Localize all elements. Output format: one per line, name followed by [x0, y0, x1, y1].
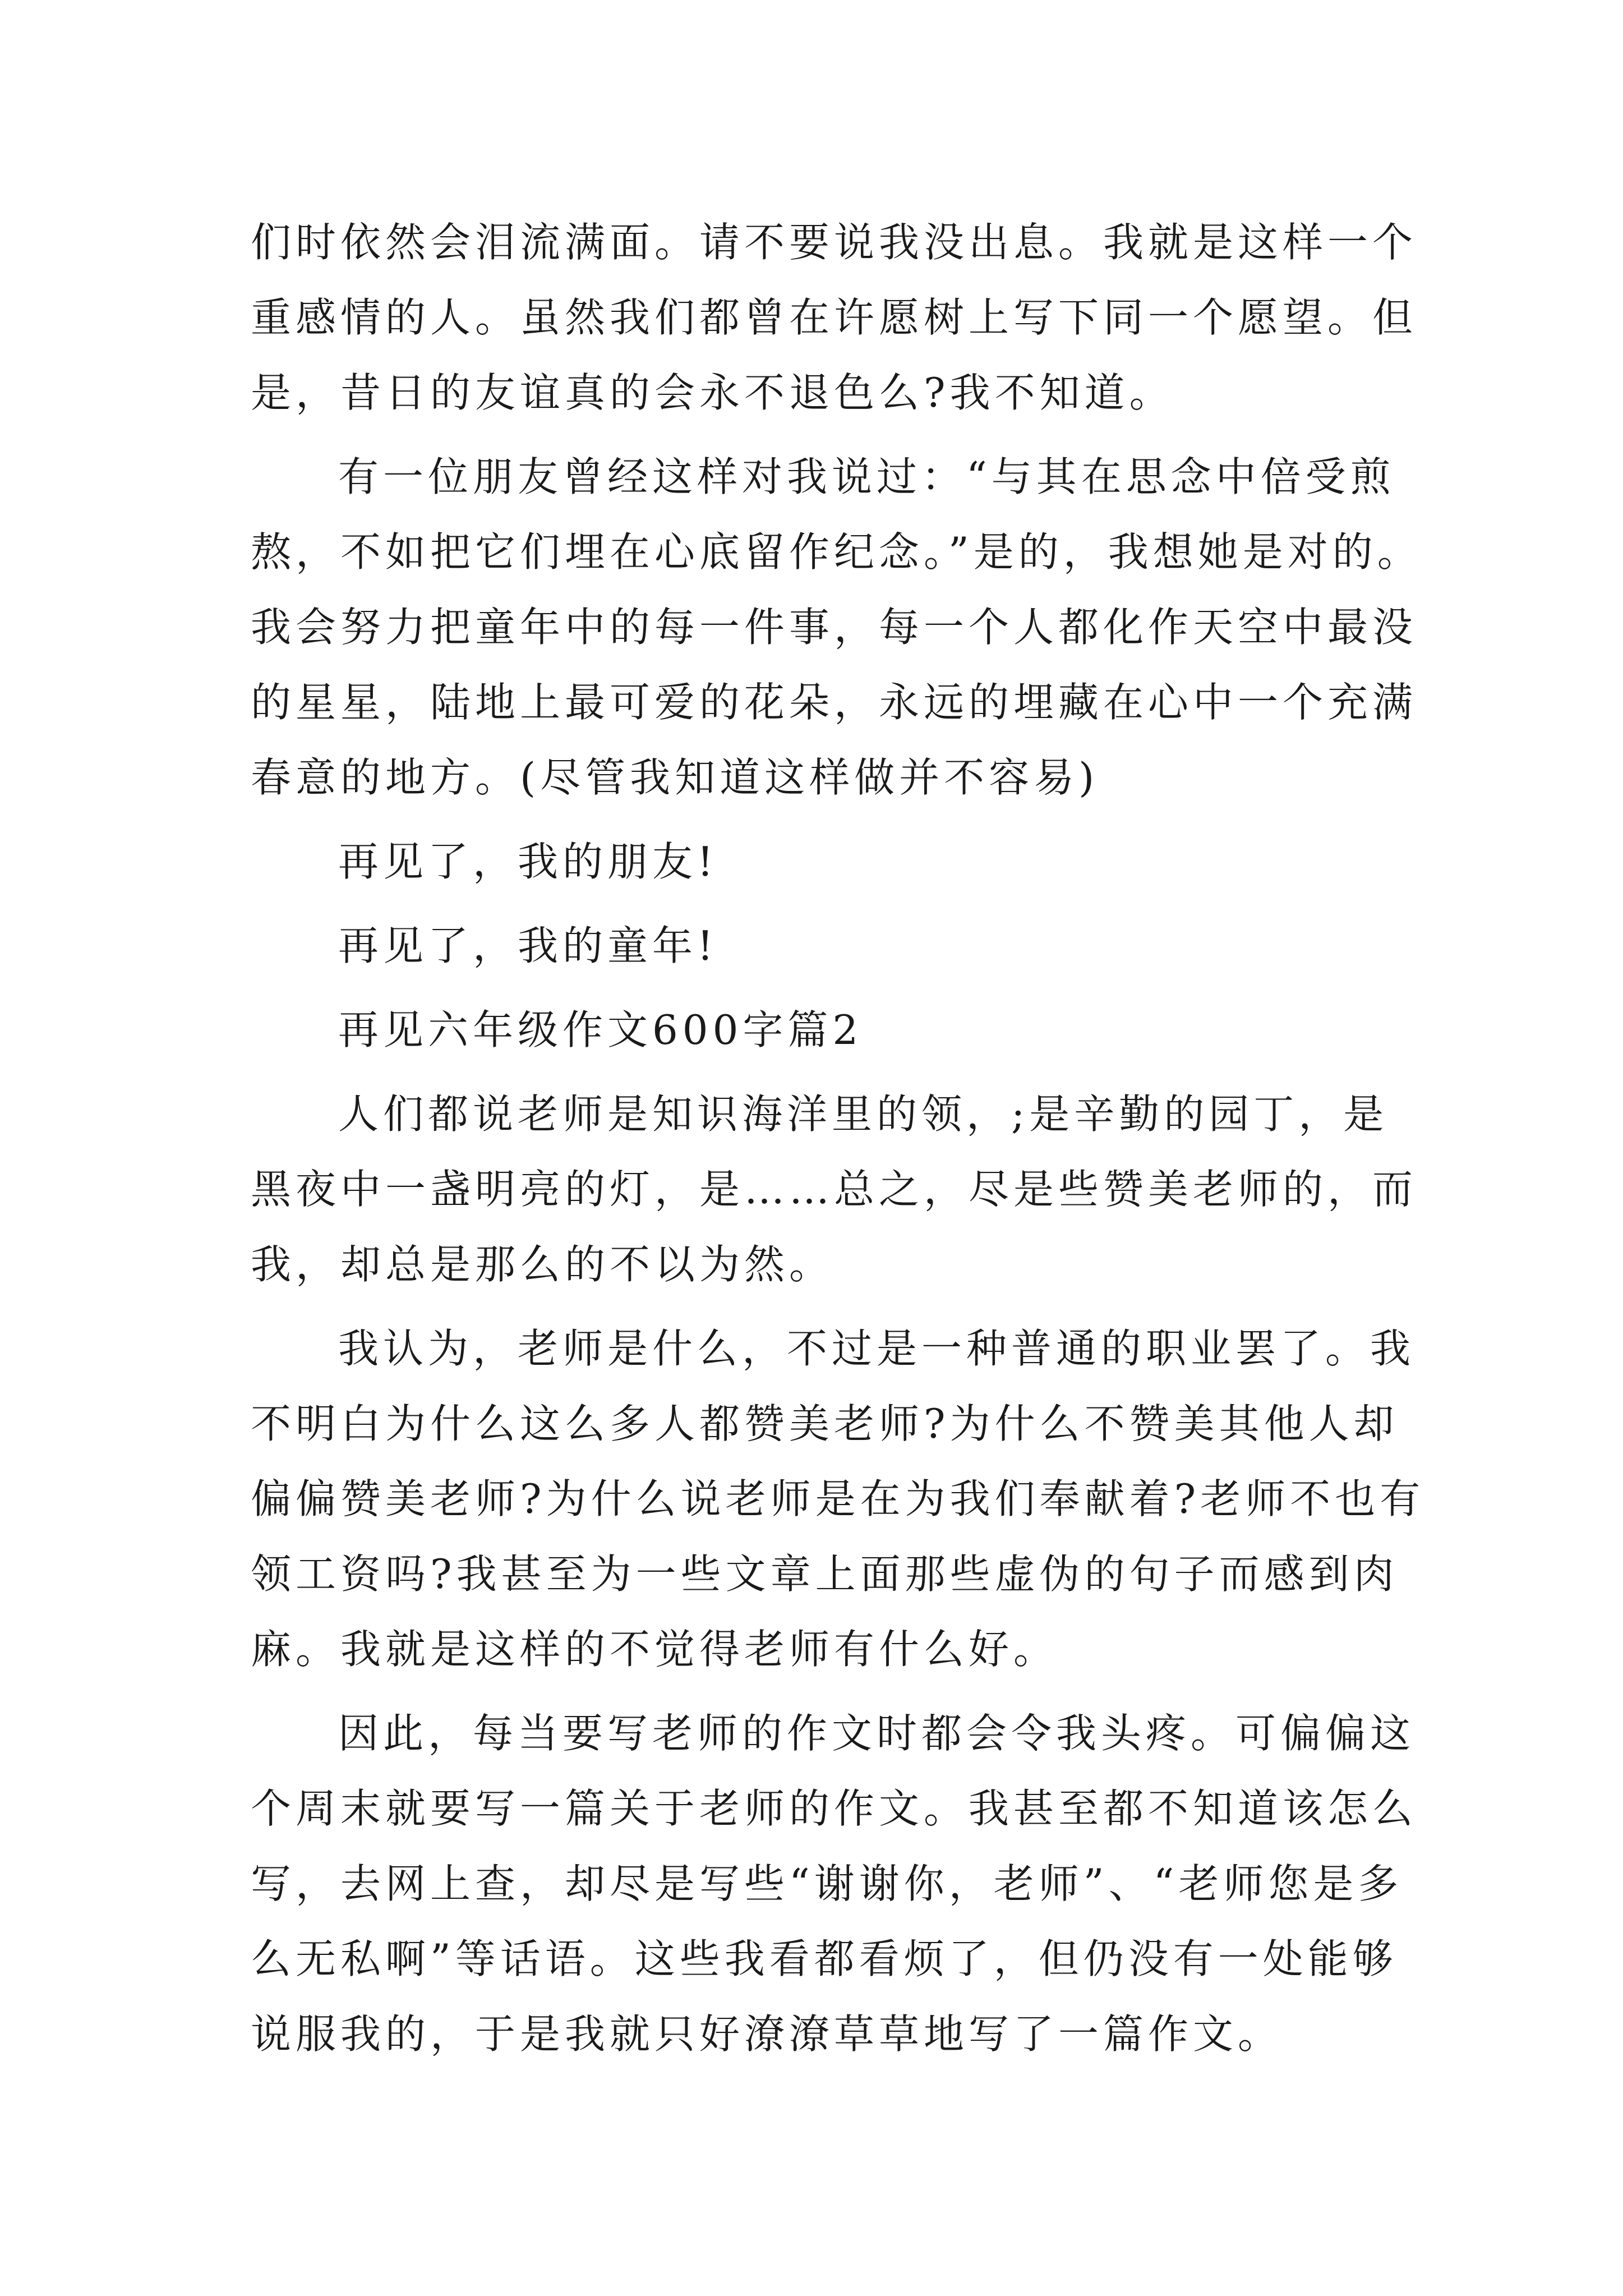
paragraph-first-line: 再见了，我的朋友! — [338, 838, 718, 885]
text-line: 的星星，陆地上最可爱的花朵，永远的埋藏在心中一个充满 — [251, 679, 1418, 726]
text-line: 个周末就要写一篇关于老师的作文。我甚至都不知道该怎么 — [251, 1785, 1418, 1832]
paragraph-first-line: 因此，每当要写老师的作文时都会令我头疼。可偏偏这 — [338, 1710, 1415, 1757]
text-line: 们时依然会泪流满面。请不要说我没出息。我就是这样一个 — [251, 219, 1418, 266]
text-line: 重感情的人。虽然我们都曾在许愿树上写下同一个愿望。但 — [251, 294, 1418, 341]
text-line: 春意的地方。(尽管我知道这样做并不容易) — [251, 754, 1099, 801]
text-line: 么无私啊”等话语。这些我看都看烦了，但仍没有一处能够 — [251, 1935, 1398, 1982]
text-line: 我会努力把童年中的每一件事，每一个人都化作天空中最没 — [251, 604, 1418, 651]
text-line: 领工资吗?我甚至为一些文章上面那些虚伪的句子而感到肉 — [251, 1550, 1399, 1598]
text-line: 黑夜中一盏明亮的灯，是……总之，尽是些赞美老师的，而 — [251, 1166, 1418, 1213]
section-heading: 再见六年级作文600字篇2 — [338, 1006, 863, 1053]
text-line: 我，却总是那么的不以为然。 — [251, 1241, 834, 1288]
paragraph-first-line: 人们都说老师是知识海洋里的领，;是辛勤的园丁，是 — [338, 1091, 1389, 1138]
paragraph-first-line: 有一位朋友曾经这样对我说过：“与其在思念中倍受煎 — [338, 453, 1395, 500]
paragraph-first-line: 我认为，老师是什么，不过是一种普通的职业罢了。我 — [338, 1325, 1415, 1372]
text-line: 熬，不如把它们埋在心底留作纪念。”是的，我想她是对的。 — [251, 528, 1422, 576]
paragraph-first-line: 再见了，我的童年! — [338, 922, 718, 969]
text-line: 不明白为什么这么多人都赞美老师?为什么不赞美其他人却 — [251, 1400, 1399, 1447]
text-line: 写，去网上查，却尽是写些“谢谢你，老师”、“老师您是多 — [251, 1860, 1403, 1907]
text-line: 说服我的，于是我就只好潦潦草草地写了一篇作文。 — [251, 2010, 1283, 2058]
text-line: 麻。我就是这样的不觉得老师有什么好。 — [251, 1626, 1059, 1673]
text-line: 是，昔日的友谊真的会永不退色么?我不知道。 — [251, 369, 1174, 416]
text-line: 偏偏赞美老师?为什么说老师是在为我们奉献着?老师不也有 — [251, 1475, 1425, 1522]
